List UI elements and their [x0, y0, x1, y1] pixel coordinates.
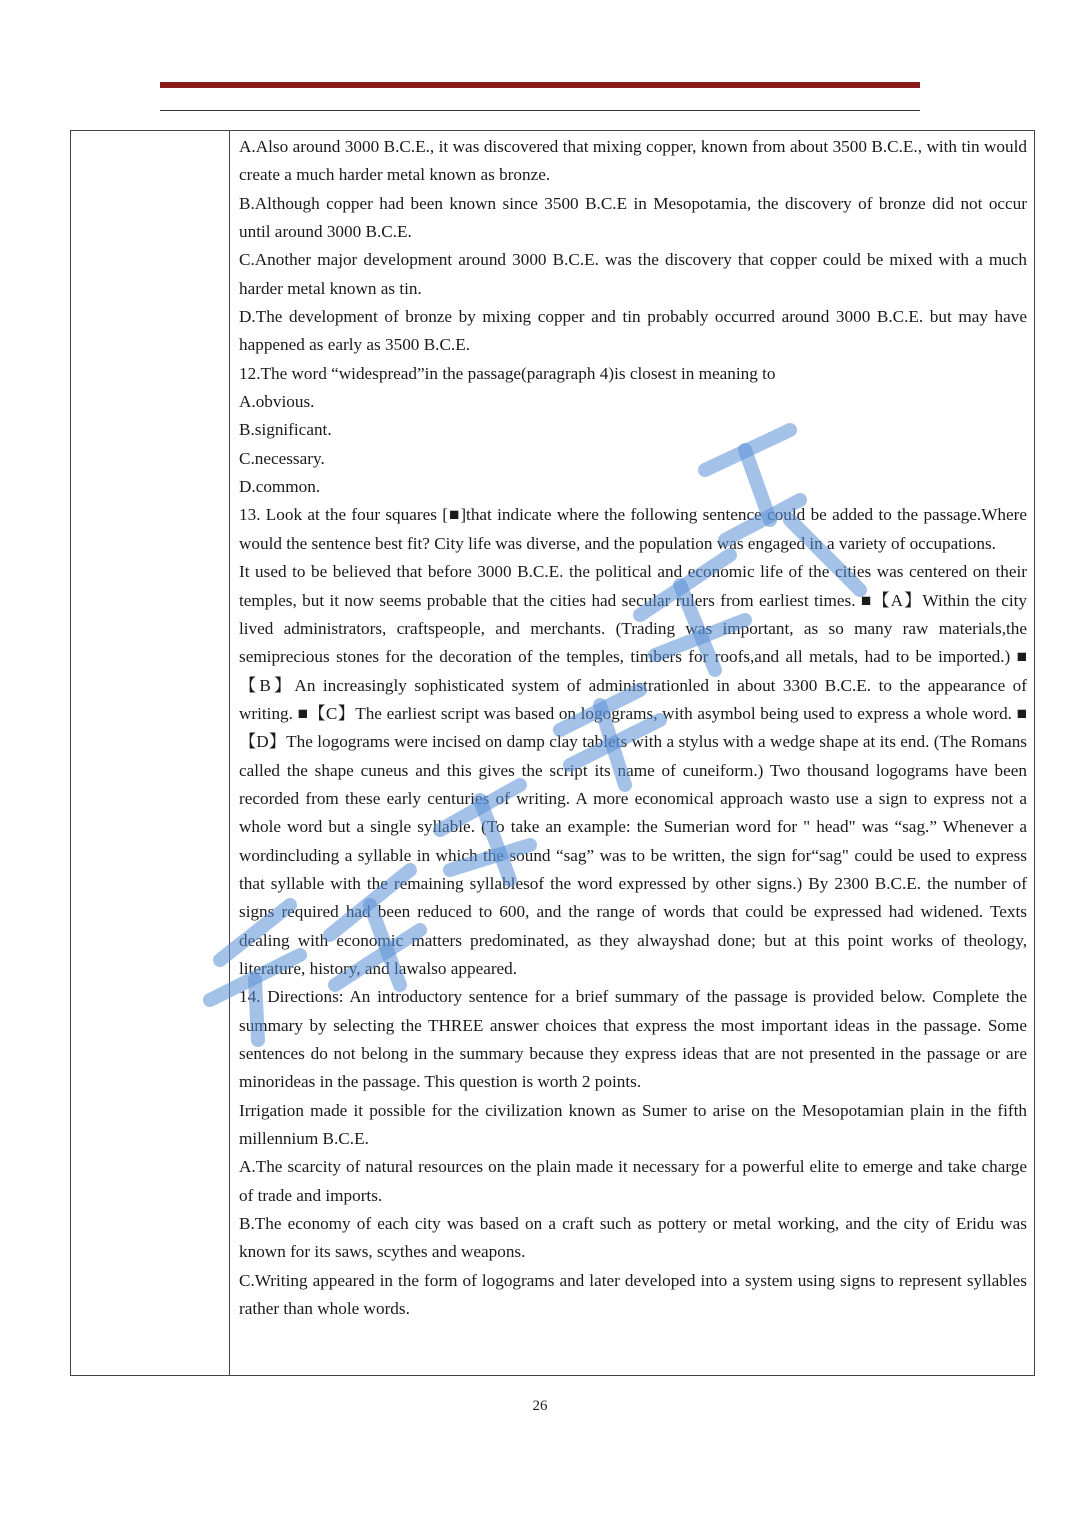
- question-12: 12.The word “widespread”in the passage(paragraph 4)is closest in meaning to: [239, 363, 776, 383]
- q14-option-b: B.The economy of each city was based on a craft such as pottery or metal working, and the city of Eridu was known for its saws, scythes and weapons.: [239, 1214, 1027, 1262]
- question-14: 14. Directions: An introductory sentence for a brief summary of the passage is provided below. Complete the summary by selecting the THREE answer choices that express the most important ideas in the passage. Some sentences do not belong in the summary because they express ideas that are not presented in the passage or are minorideas in the passage. This question is worth 2 points.: [239, 987, 1027, 1092]
- q12-option-c: C.necessary.: [239, 448, 325, 468]
- content-column: [239, 133, 1027, 1323]
- q13-passage: It used to be believed that before 3000 B.C.E. the political and economic life of the cities was centered on their temples, but it now seems probable that the cities had secular rulers from earliest times. ■【A】Within the city lived administrators, craftspeople, and merchants. (Trading was important, as so many raw materials,the semiprecious stones for the decoration of the temples, timbers for roofs,and all metals, had to be imported.) ■【B】An increasingly sophisticated system of administrationled in about 3300 B.C.E. to the appearance of writing. ■【C】The earliest script was based on logograms, with asymbol being used to express a whole word. ■【D】The logograms were incised on damp clay tablets with a stylus with a wedge shape at its end. (The Romans called the shape cuneus and this gives the script its name of cuneiform.) Two thousand logograms have been recorded from these early centuries of writing. A more economical approach wasto use a sign to express not a whole word but a single syllable. (To take an example: the Sumerian word for " head" was “sag.” Whenever a wordincluding a syllable in which the sound “sag” was to be written, the sign for“sag" could be used to express that syllable with the remaining syllablesof the word expressed by other signs.) By 2300 B.C.E. the number of signs required had been reduced to 600, and the range of words that could be expressed had widened. Texts dealing with economic matters predominated, as they alwayshad done; but at this point works of theology, literature, history, and lawalso appeared.: [239, 562, 1027, 978]
- q14-option-a: A.The scarcity of natural resources on the plain made it necessary for a powerful elite to emerge and take charge of trade and imports.: [239, 1157, 1027, 1205]
- q14-intro-sentence: Irrigation made it possible for the civilization known as Sumer to arise on the Mesopotamian plain in the fifth millennium B.C.E.: [239, 1100, 1027, 1149]
- option-d-bronze: D.The development of bronze by mixing copper and tin probably occurred around 3000 B.C.E. but may have happened as early as 3500 B.C.E.: [239, 307, 1027, 355]
- option-b-bronze: B.Although copper had been known since 3500 B.C.E in Mesopotamia, the discovery of bronze did not occur until around 3000 B.C.E.: [239, 193, 1027, 242]
- option-c-bronze: C.Another major development around 3000 B.C.E. was the discovery that copper could be mixed with a much harder metal known as tin.: [239, 250, 1027, 298]
- option-a-bronze: A.Also around 3000 B.C.E., it was discovered that mixing copper, known from about 3500 B.C.E., with tin would create a much harder metal known as bronze.: [239, 137, 1027, 185]
- q12-option-a: A.obvious.: [239, 392, 315, 412]
- q12-option-b: B.significant.: [239, 420, 332, 440]
- header-rule-thick: [160, 82, 920, 88]
- content-frame: [70, 130, 1035, 1376]
- page-number: 26: [532, 1398, 548, 1414]
- q14-option-c: C.Writing appeared in the form of logograms and later developed into a system using signs to represent syllables rather than whole words.: [239, 1270, 1027, 1319]
- left-column: [71, 131, 230, 1375]
- question-13: 13. Look at the four squares [■]that indicate where the following sentence could be added to the passage.Where would the sentence best fit? City life was diverse, and the population was engaged in a variety of occupations.: [239, 505, 1027, 553]
- q12-option-d: D.common.: [239, 477, 321, 497]
- header-rule-thin: [160, 110, 920, 111]
